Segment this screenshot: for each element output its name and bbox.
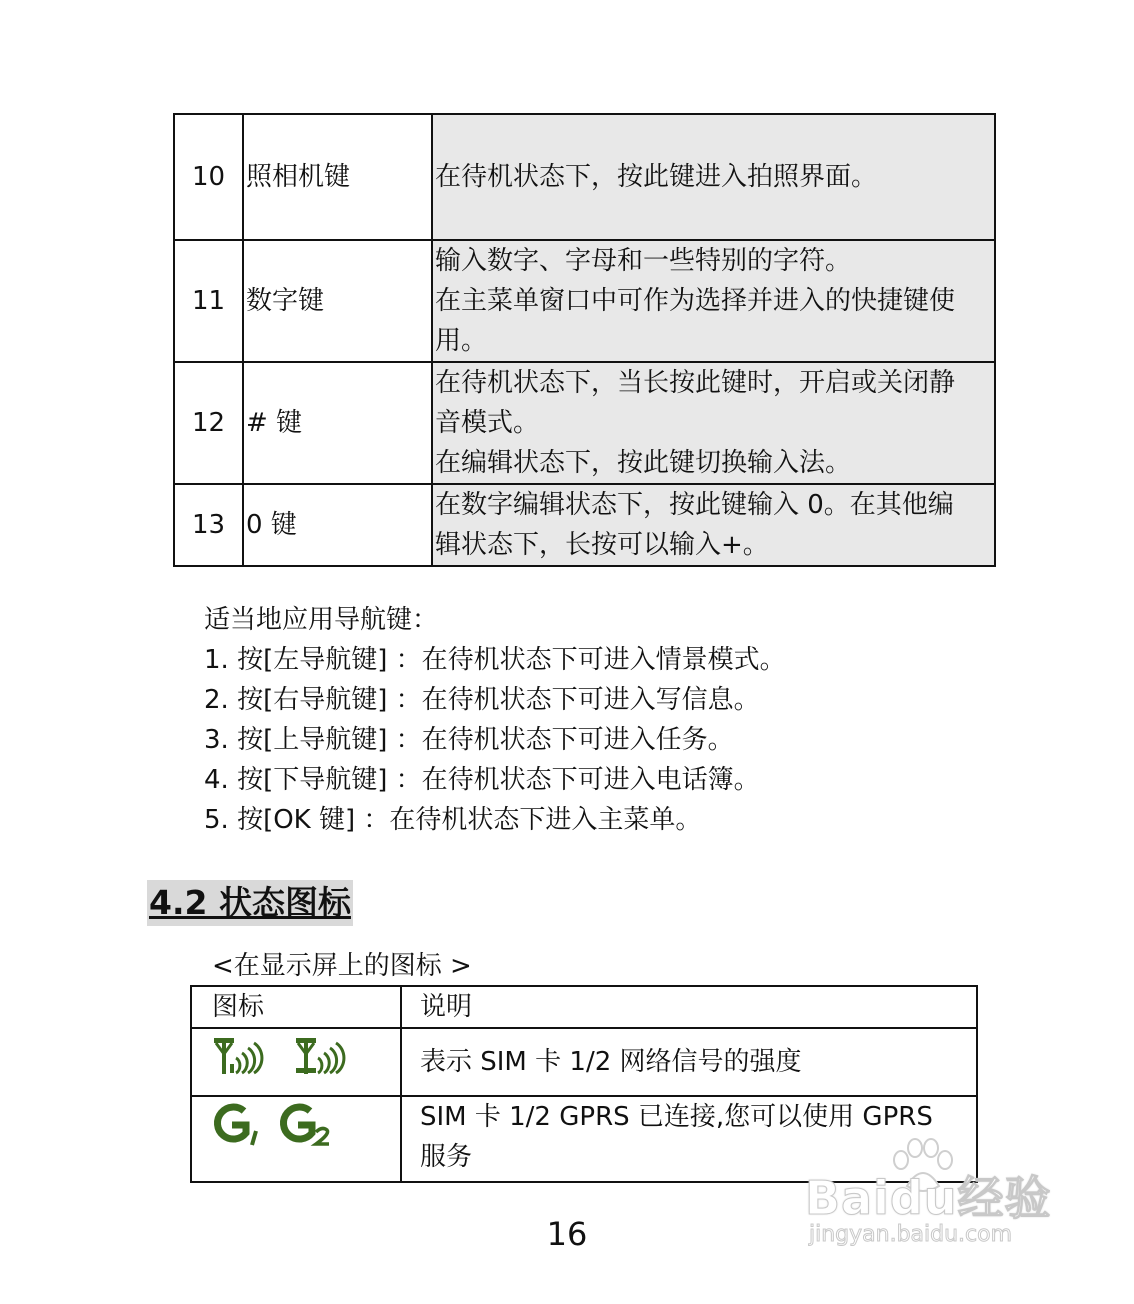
gprs-sim2-icon bbox=[283, 1107, 329, 1144]
nav-intro: 适当地应用导航键： bbox=[204, 605, 439, 635]
table-row bbox=[174, 484, 995, 566]
gprs-sim1-icon bbox=[217, 1107, 256, 1145]
description-line: 在主菜单窗口中可作为选择并进入的快捷键使 bbox=[435, 286, 956, 316]
key-number: 13 bbox=[174, 484, 243, 566]
key-name: 照相机键 bbox=[243, 114, 432, 240]
key-number: 10 bbox=[174, 114, 243, 240]
description-line: 在待机状态下，按此键进入拍照界面。 bbox=[435, 162, 878, 192]
table-header-row bbox=[191, 986, 977, 1028]
signal-sim2-icon bbox=[296, 1038, 344, 1074]
watermark-brand: Baidu经验 bbox=[805, 1171, 1052, 1225]
icon-cell bbox=[191, 1096, 401, 1182]
key-number: 11 bbox=[174, 240, 243, 362]
baidu-watermark bbox=[805, 1138, 1065, 1258]
icon-cell bbox=[191, 1028, 401, 1096]
signal-sim1-icon bbox=[214, 1038, 262, 1074]
section-heading: 4.2 状态图标 bbox=[147, 880, 353, 926]
header-description: 说明 bbox=[401, 986, 977, 1028]
gprs-icons bbox=[212, 1101, 362, 1147]
list-item: 4. 按[下导航键] ：在待机状态下可进入电话簿。 bbox=[204, 765, 760, 795]
key-name: 数字键 bbox=[243, 240, 432, 362]
description-line: 输入数字、字母和一些特别的字符。 bbox=[435, 246, 852, 276]
key-name: 0 键 bbox=[243, 484, 432, 566]
description-line: 服务 bbox=[420, 1142, 473, 1172]
watermark-url: jingyan.baidu.com bbox=[809, 1222, 1013, 1247]
description-line: 在待机状态下，当长按此键时，开启或关闭静 bbox=[435, 368, 956, 398]
list-item: 2. 按[右导航键] ：在待机状态下可进入写信息。 bbox=[204, 685, 760, 715]
description-line: 表示 SIM 卡 1/2 网络信号的强度 bbox=[420, 1047, 802, 1077]
list-item: 3. 按[上导航键] ：在待机状态下可进入任务。 bbox=[204, 725, 734, 755]
description-line: 在数字编辑状态下，按此键输入 0。在其他编 bbox=[435, 490, 954, 520]
icons-caption: <在显示屏上的图标 > bbox=[212, 951, 472, 981]
key-number: 12 bbox=[174, 362, 243, 484]
key-description bbox=[432, 240, 995, 362]
header-icon: 图标 bbox=[191, 986, 401, 1028]
signal-strength-icons bbox=[212, 1034, 372, 1078]
table-row bbox=[174, 240, 995, 362]
list-item: 1. 按[左导航键] ：在待机状态下可进入情景模式。 bbox=[204, 645, 786, 675]
description-line: 辑状态下，长按可以输入+。 bbox=[435, 530, 769, 560]
key-function-table bbox=[173, 113, 996, 567]
description-line: 音模式。 bbox=[435, 408, 540, 438]
key-description bbox=[432, 114, 995, 240]
key-description bbox=[432, 362, 995, 484]
key-description bbox=[432, 484, 995, 566]
table-row bbox=[191, 1028, 977, 1096]
description-line: 用。 bbox=[435, 326, 488, 356]
key-name: # 键 bbox=[243, 362, 432, 484]
page-number: 16 bbox=[546, 1215, 588, 1253]
icon-description bbox=[401, 1028, 977, 1096]
description-line: SIM 卡 1/2 GPRS 已连接,您可以使用 GPRS bbox=[420, 1102, 933, 1132]
description-line: 在编辑状态下，按此键切换输入法。 bbox=[435, 448, 852, 478]
navigation-key-list bbox=[204, 600, 786, 840]
list-item: 5. 按[OK 键] ：在待机状态下进入主菜单。 bbox=[204, 805, 702, 835]
table-row bbox=[174, 114, 995, 240]
table-row bbox=[174, 362, 995, 484]
